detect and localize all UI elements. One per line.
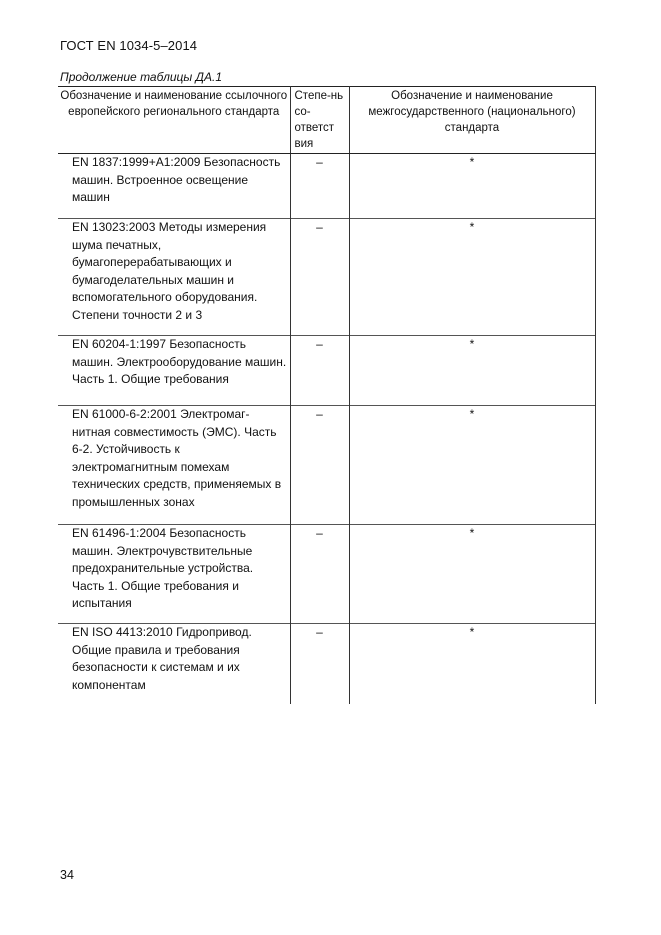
table-row xyxy=(58,624,595,704)
table-header-row xyxy=(58,87,595,154)
page-number: 34 xyxy=(60,868,74,882)
row-national-standard: * xyxy=(349,154,595,219)
column-header-degree: Степе-нь со-ответст вия xyxy=(290,87,349,154)
document-code: ГОСТ EN 1034-5–2014 xyxy=(60,38,198,53)
standards-table xyxy=(58,86,596,704)
row-degree: – xyxy=(290,219,349,336)
table-row xyxy=(58,525,595,624)
row-degree: – xyxy=(290,525,349,624)
table-row xyxy=(58,154,595,219)
table-row xyxy=(58,406,595,525)
table-row xyxy=(58,219,595,336)
row-standard-name: EN ISO 4413:2010 Гидропривод. Общие правила и требования безопасности к системам и их компонентам xyxy=(58,624,290,704)
row-national-standard: * xyxy=(349,624,595,704)
column-header-national-standard: Обозначение и наименование межгосударственного (национального) стандарта xyxy=(349,87,595,154)
column-header-european-standard: Обозначение и наименование ссылочного европейского регионального стандарта xyxy=(58,87,290,154)
table-caption: Продолжение таблицы ДА.1 xyxy=(60,70,223,84)
row-national-standard: * xyxy=(349,525,595,624)
row-standard-name: EN 1837:1999+A1:2009 Безопасность машин. Встроенное освещение машин xyxy=(58,154,290,219)
row-standard-name: EN 61496-1:2004 Безопасность машин. Электрочувствительные предохранительные устройства. Часть 1. Общие требования и испытания xyxy=(58,525,290,624)
row-standard-name: EN 13023:2003 Методы измерения шума печатных, бумагоперерабатывающих и бумагоделательных машин и вспомогательного оборудования. Степени точности 2 и 3 xyxy=(58,219,290,336)
row-standard-name: EN 61000-6-2:2001 Электромаг-нитная совместимость (ЭМС). Часть 6-2. Устойчивость к электромагнитным помехам технических средств, применяемых в промышленных зонах xyxy=(58,406,290,525)
row-national-standard: * xyxy=(349,336,595,406)
row-degree: – xyxy=(290,154,349,219)
row-degree: – xyxy=(290,624,349,704)
table-row xyxy=(58,336,595,406)
row-degree: – xyxy=(290,336,349,406)
row-national-standard: * xyxy=(349,406,595,525)
row-degree: – xyxy=(290,406,349,525)
row-standard-name: EN 60204-1:1997 Безопасность машин. Электрооборудование машин. Часть 1. Общие требования xyxy=(58,336,290,406)
row-national-standard: * xyxy=(349,219,595,336)
